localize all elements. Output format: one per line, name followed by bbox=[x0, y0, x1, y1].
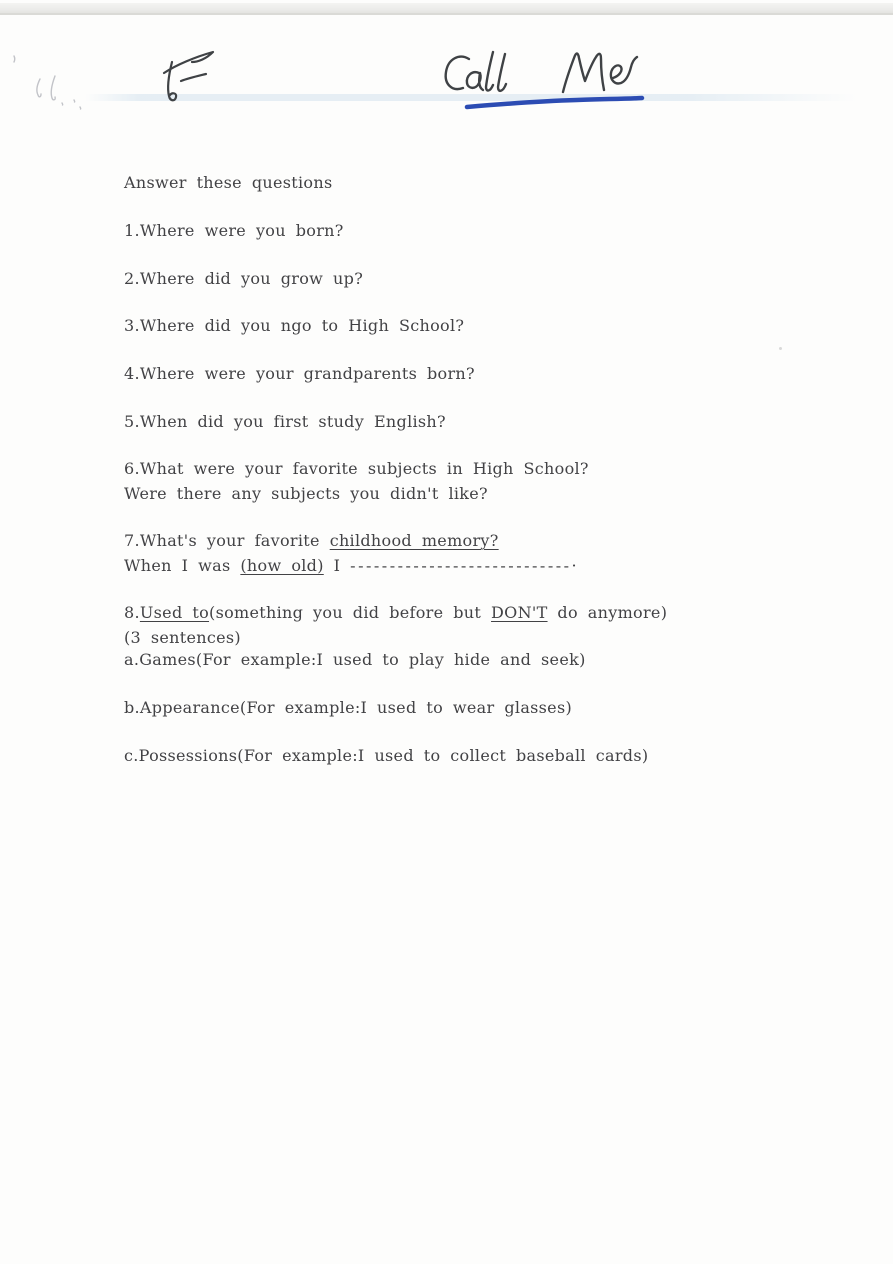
question-2: 2.Where did you grow up? bbox=[124, 269, 364, 288]
question-7-line1 bbox=[124, 531, 499, 551]
question-4: 4.Where were your grandparents born? bbox=[124, 364, 475, 383]
q7-prefix: 7.What's your favorite bbox=[124, 531, 330, 550]
q8-number: 8. bbox=[124, 603, 140, 622]
question-3: 3.Where did you ngo to High School? bbox=[124, 316, 465, 335]
q7b-answer-blank: ----------------------------· bbox=[350, 556, 580, 575]
scanner-edge-band bbox=[0, 3, 893, 15]
q7b-prefix: When I was bbox=[124, 556, 241, 575]
question-6-line2: Were there any subjects you didn't like? bbox=[124, 484, 488, 503]
pencil-smudge bbox=[14, 56, 81, 109]
scan-speckle bbox=[779, 347, 782, 350]
question-6-line1: 6.What were your favorite subjects in High School? bbox=[124, 459, 589, 478]
handwriting-layer bbox=[0, 40, 700, 125]
intro-line: Answer these questions bbox=[124, 173, 333, 192]
q8-underlined-dont: DON'T bbox=[491, 603, 548, 622]
question-1: 1.Where were you born? bbox=[124, 221, 344, 240]
q7b-underlined-phrase: (how old) bbox=[240, 556, 324, 575]
question-5: 5.When did you first study English? bbox=[124, 412, 446, 431]
question-8-line1 bbox=[124, 603, 667, 623]
handwritten-title bbox=[446, 52, 637, 92]
title-underline bbox=[467, 98, 642, 107]
q7b-mid: I bbox=[323, 556, 351, 575]
q7-underlined-phrase: childhood memory? bbox=[329, 531, 499, 550]
question-8c: c.Possessions(For example:I used to collect baseball cards) bbox=[124, 746, 649, 765]
question-8a: a.Games(For example:I used to play hide and seek) bbox=[124, 650, 586, 669]
handwritten-grade-mark bbox=[164, 52, 213, 100]
q8-underlined-used-to: Used to bbox=[139, 603, 210, 622]
question-8-line2: (3 sentences) bbox=[124, 628, 241, 647]
question-8b: b.Appearance(For example:I used to wear glasses) bbox=[124, 698, 573, 717]
question-7-line2 bbox=[124, 556, 579, 576]
q8-suffix: do anymore) bbox=[547, 603, 668, 622]
q8-mid: (something you did before but bbox=[209, 603, 492, 622]
